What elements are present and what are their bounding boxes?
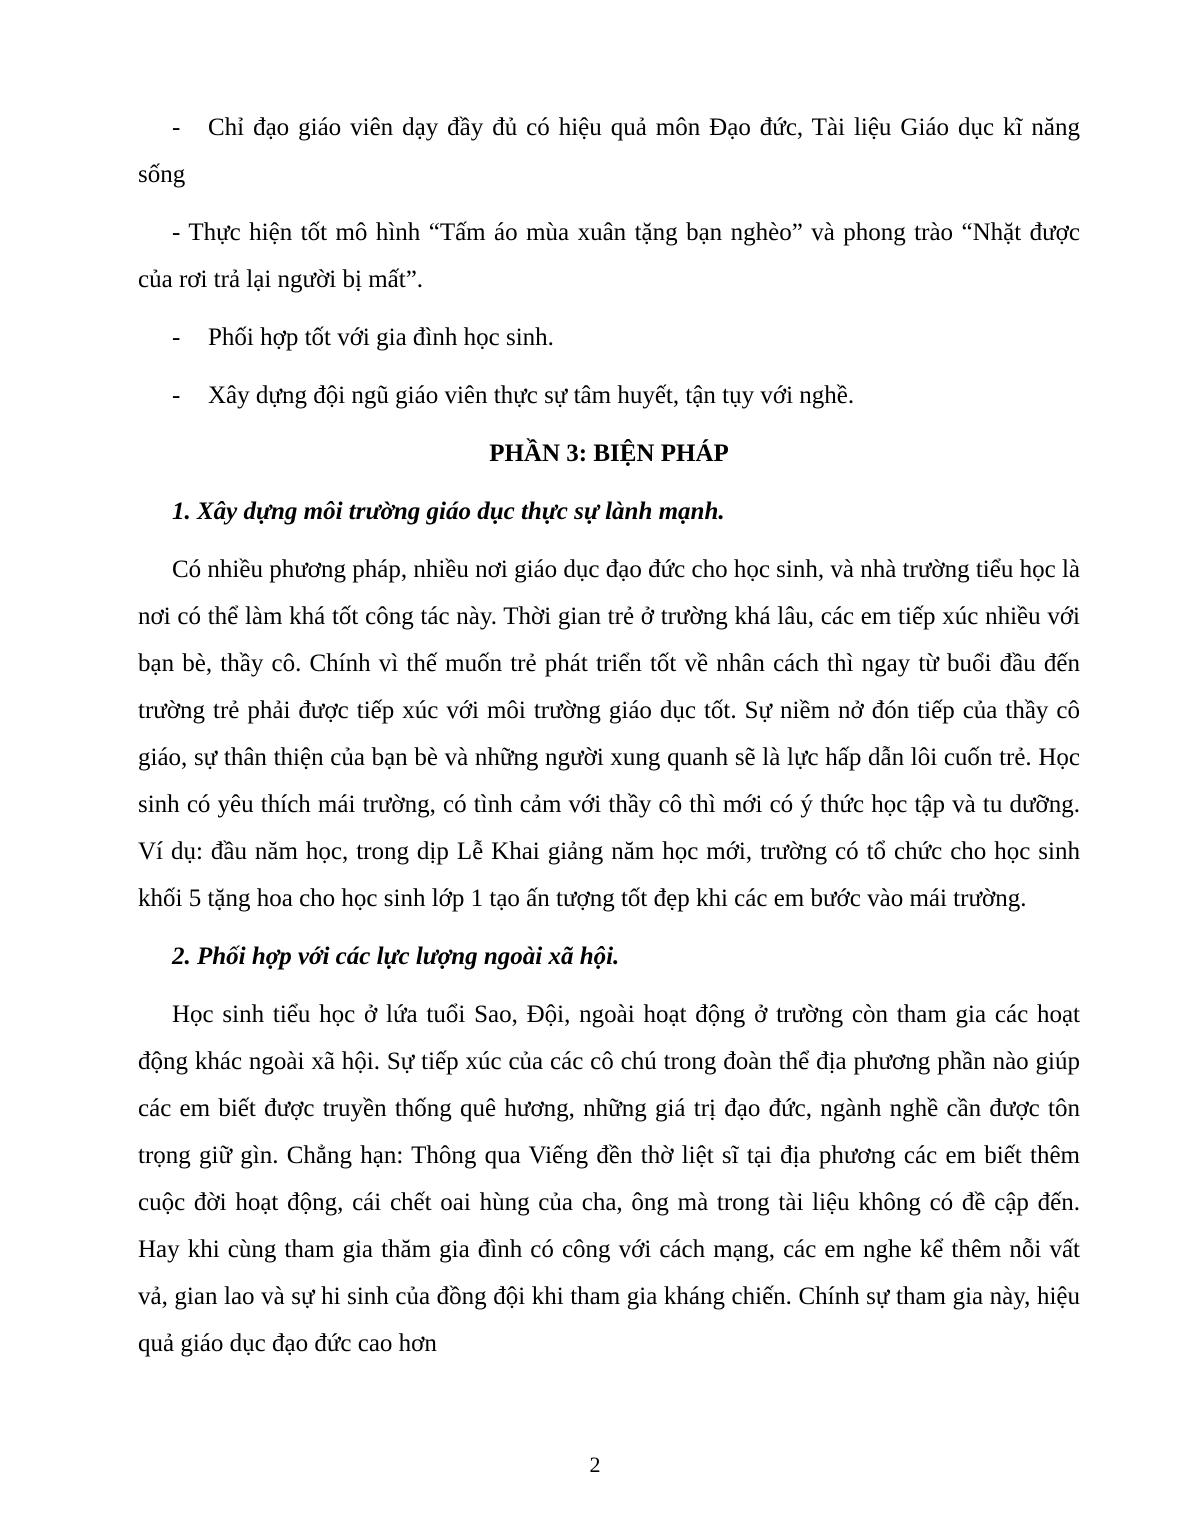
subsection-body-2: Học sinh tiểu học ở lứa tuổi Sao, Đội, ngoài hoạt động ở trường còn tham gia các hoạt động khác ngoài xã hội. Sự tiếp xúc của các cô chú trong đoàn thể địa phương phần nào giúp các em biết được truyền thống quê hương, những giá trị đạo đức, ngành nghề cần được tôn trọng giữ gìn. Chẳng hạn: Thông qua Viếng đền thờ liệt sĩ tại địa phương các em biết thêm cuộc đời hoạt động, cái chết oai hùng của cha, ông mà trong tài liệu không có đề cập đến. Hay khi cùng tham gia thăm gia đình có công với cách mạng, các em nghe kể thêm nỗi vất vả, gian lao và sự hi sinh của đồng đội khi tham gia kháng chiến. Chính sự tham gia này, hiệu quả giáo dục đạo đức cao hơn [138,1001,1080,1357]
bullet-text: Chỉ đạo giáo viên dạy đầy đủ có hiệu quả môn Đạo đức, Tài liệu Giáo dục kĩ năng sống [138,114,1080,188]
bullet-text: Phối hợp tốt với gia đình học sinh. [208,324,554,351]
bullet-item [138,314,1080,361]
bullet-text: Xây dựng đội ngũ giáo viên thực sự tâm huyết, tận tụy với nghề. [208,382,855,409]
subsection-title-1: 1. Xây dựng môi trường giáo dục thực sự lành mạnh. [172,498,725,525]
bullet-dash: - [172,219,181,246]
subsection-title-2: 2. Phối hợp với các lực lượng ngoài xã hội. [172,943,620,970]
bullet-text: Thực hiện tốt mô hình “Tấm áo mùa xuân tặng bạn nghèo” và phong trào “Nhặt được của rơi trả lại người bị mất”. [138,219,1080,293]
page-number: 2 [589,1452,601,1477]
document-page [138,104,1080,1378]
bullet-dash: - [172,382,181,409]
bullet-dash: - [172,324,181,351]
subsection-body-1: Có nhiều phương pháp, nhiều nơi giáo dục đạo đức cho học sinh, và nhà trường tiểu học là nơi có thể làm khá tốt công tác này. Thời gian trẻ ở trường khá lâu, các em tiếp xúc nhiều với bạn bè, thầy cô. Chính vì thế muốn trẻ phát triển tốt về nhân cách thì ngay từ buổi đầu đến trường trẻ phải được tiếp xúc với môi trường giáo dục tốt. Sự niềm nở đón tiếp của thầy cô giáo, sự thân thiện của bạn bè và những người xung quanh sẽ là lực hấp dẫn lôi cuốn trẻ. Học sinh có yêu thích mái trường, có tình cảm với thầy cô thì mới có ý thức học tập và tu dưỡng. Ví dụ: đầu năm học, trong dịp Lễ Khai giảng năm học mới, trường có tổ chức cho học sinh khối 5 tặng hoa cho học sinh lớp 1 tạo ấn tượng tốt đẹp khi các em bước vào mái trường. [138,556,1080,912]
bullet-dash: - [172,114,181,141]
bullet-item [138,209,1080,303]
section-title: PHẦN 3: BIỆN PHÁP [489,440,729,467]
bullet-item [138,104,1080,198]
bullet-item [138,372,1080,419]
